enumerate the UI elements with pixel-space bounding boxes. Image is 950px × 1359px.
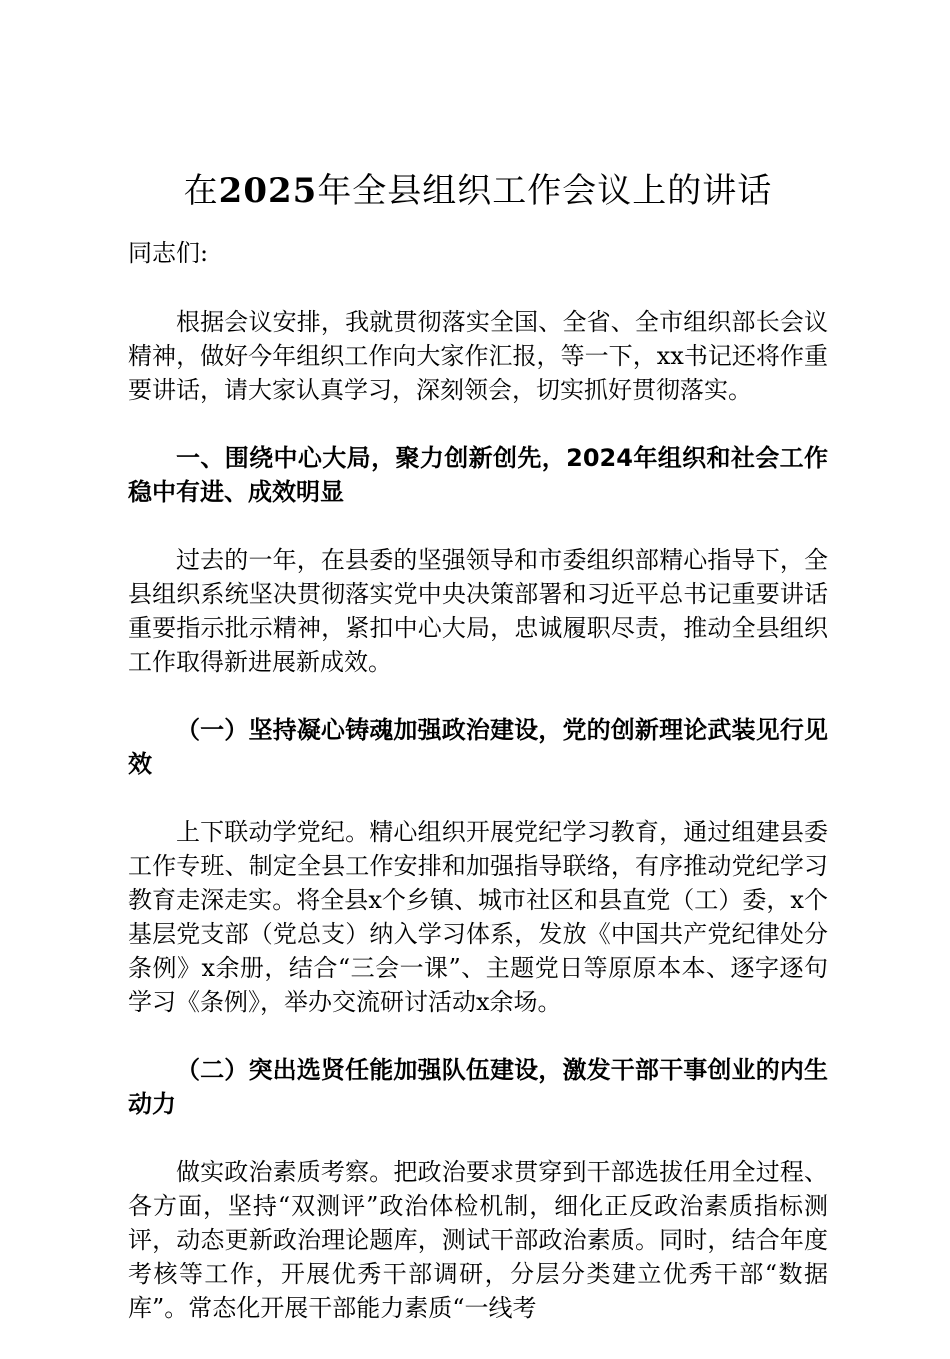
title-year: 2025	[218, 171, 318, 211]
salutation: 同志们:	[128, 239, 209, 267]
paragraph-review: 过去的一年，在县委的坚强领导和市委组织部精心指导下，全县组织系统坚决贯彻落实党中央决策部署和习近平总书记重要讲话重要指示批示精神，紧扣中心大局，忠诚履职尽责，推动全县组织工作取得新进展新成效。	[128, 546, 828, 676]
subsection-heading-1: （一）坚持凝心铸魂加强政治建设，党的创新理论武装见行见效	[128, 716, 828, 778]
document-page	[128, 168, 828, 1359]
paragraph-intro: 根据会议安排，我就贯彻落实全国、全省、全市组织部长会议精神，做好今年组织工作向大家作汇报，等一下，xx书记还将作重要讲话，请大家认真学习，深刻领会，切实抓好贯彻落实。	[128, 308, 828, 404]
paragraph-political-quality: 做实政治素质考察。把政治要求贯穿到干部选拔任用全过程、各方面，坚持“双测评”政治体检机制，细化正反政治素质指标测评，动态更新政治理论题库，测试干部政治素质。同时，结合年度考核等工作，开展优秀干部调研，分层分类建立优秀干部“数据库”。常态化开展干部能力素质“一线考	[128, 1158, 828, 1322]
section-heading-1: 一、围绕中心大局，聚力创新创先，2024年组织和社会工作稳中有进、成效明显	[128, 444, 828, 506]
paragraph-party-discipline: 上下联动学党纪。精心组织开展党纪学习教育，通过组建县委工作专班、制定全县工作安排和加强指导联络，有序推动党纪学习教育走深走实。将全县x个乡镇、城市社区和县直党（工）委，x个基层党支部（党总支）纳入学习体系，发放《中国共产党纪律处分条例》x余册，结合“三会一课”、主题党日等原原本本、逐字逐句学习《条例》，举办交流研讨活动x余场。	[128, 818, 828, 1016]
title-suffix: 年全县组织工作会议上的讲话	[317, 171, 773, 211]
document-title	[128, 168, 828, 214]
title-prefix: 在	[183, 171, 219, 211]
subsection-heading-2: （二）突出选贤任能加强队伍建设，激发干部干事创业的内生动力	[128, 1056, 828, 1118]
